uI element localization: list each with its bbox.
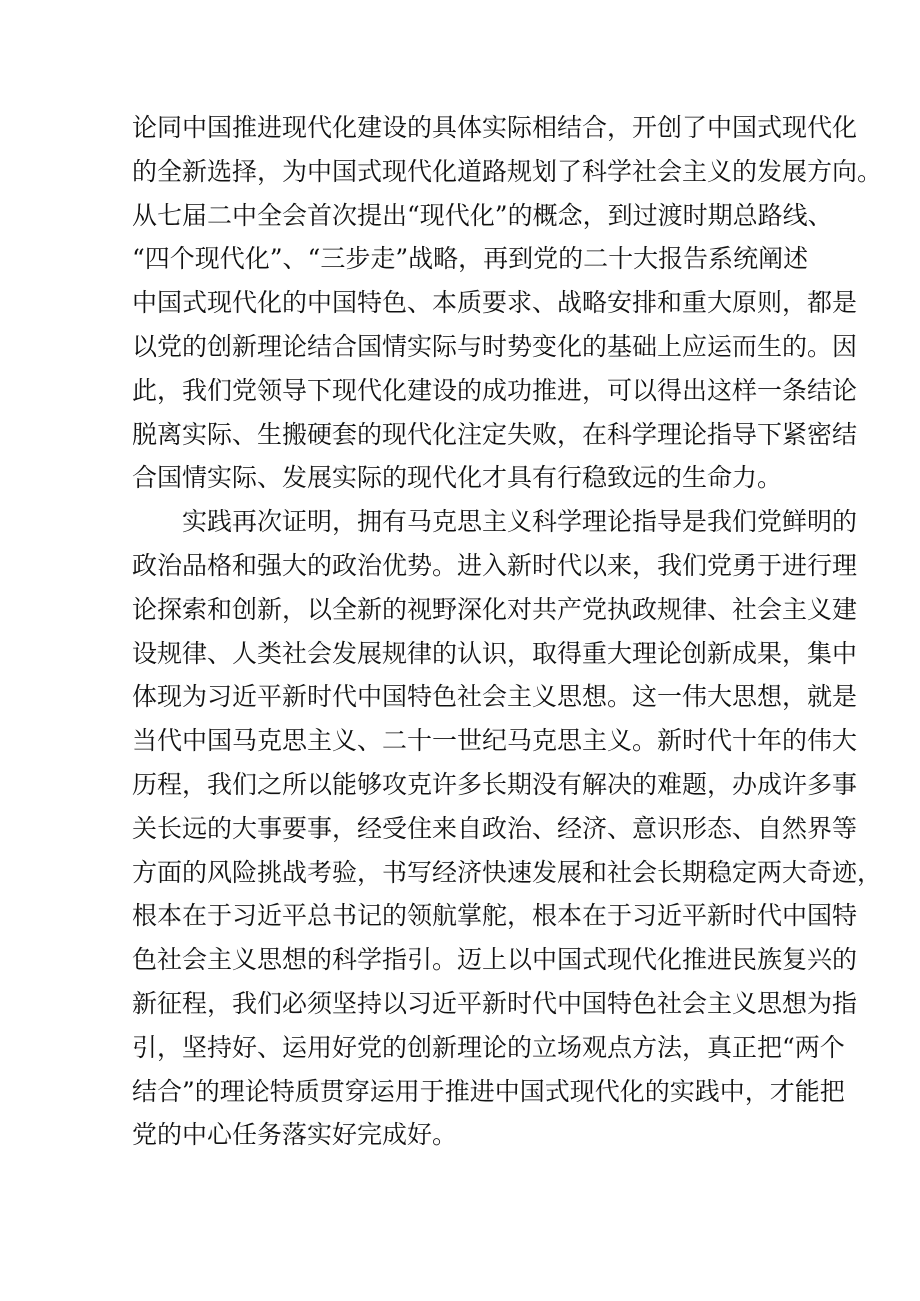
text-line: 政治品格和强大的政治优势。进入新时代以来，我们党勇于进行理 [132, 550, 858, 580]
text-line: 此，我们党领导下现代化建设的成功推进，可以得出这样一条结论 [132, 375, 858, 405]
text-line: 色社会主义思想的科学指引。迈上以中国式现代化推进民族复兴的 [132, 945, 858, 975]
text-line: 新征程，我们必须坚持以习近平新时代中国特色社会主义思想为指 [132, 988, 858, 1018]
text-line: 以党的创新理论结合国情实际与时势变化的基础上应运而生的。因 [132, 331, 858, 361]
text-line: 实践再次证明，拥有马克思主义科学理论指导是我们党鲜明的 [132, 507, 858, 537]
text-line: “四个现代化”、“三步走”战略，再到党的二十大报告系统阐述 [132, 244, 809, 274]
text-line: 方面的风险挑战考验，书写经济快速发展和社会长期稳定两大奇迹， [132, 857, 883, 887]
text-line: 中国式现代化的中国特色、本质要求、战略安排和重大原则，都是 [132, 288, 858, 318]
text-line: 当代中国马克思主义、二十一世纪马克思主义。新时代十年的伟大 [132, 726, 858, 756]
text-line: 体现为习近平新时代中国特色社会主义思想。这一伟大思想，就是 [132, 682, 858, 712]
body-text [132, 108, 883, 1159]
text-line: 合国情实际、发展实际的现代化才具有行稳致远的生命力。 [132, 463, 783, 493]
text-line: 设规律、人类社会发展规律的认识，取得重大理论创新成果，集中 [132, 638, 858, 668]
text-line: 从七届二中全会首次提出“现代化”的概念，到过渡时期总路线、 [132, 200, 833, 230]
text-line: 党的中心任务落实好完成好。 [132, 1120, 458, 1150]
text-line: 关长远的大事要事，经受住来自政治、经济、意识形态、自然界等 [132, 813, 858, 843]
text-line: 历程，我们之所以能够攻克许多长期没有解决的难题，办成许多事 [132, 769, 858, 799]
text-line: 引，坚持好、运用好党的创新理论的立场观点方法，真正把“两个 [132, 1032, 845, 1062]
text-line: 的全新选择，为中国式现代化道路规划了科学社会主义的发展方向。 [132, 156, 883, 186]
text-line: 结合”的理论特质贯穿运用于推进中国式现代化的实践中，才能把 [132, 1076, 845, 1106]
text-line: 脱离实际、生搬硬套的现代化注定失败，在科学理论指导下紧密结 [132, 419, 858, 449]
text-line: 论同中国推进现代化建设的具体实际相结合，开创了中国式现代化 [132, 113, 858, 142]
text-line: 根本在于习近平总书记的领航掌舵，根本在于习近平新时代中国特 [132, 901, 858, 931]
text-line: 论探索和创新，以全新的视野深化对共产党执政规律、社会主义建 [132, 594, 858, 624]
